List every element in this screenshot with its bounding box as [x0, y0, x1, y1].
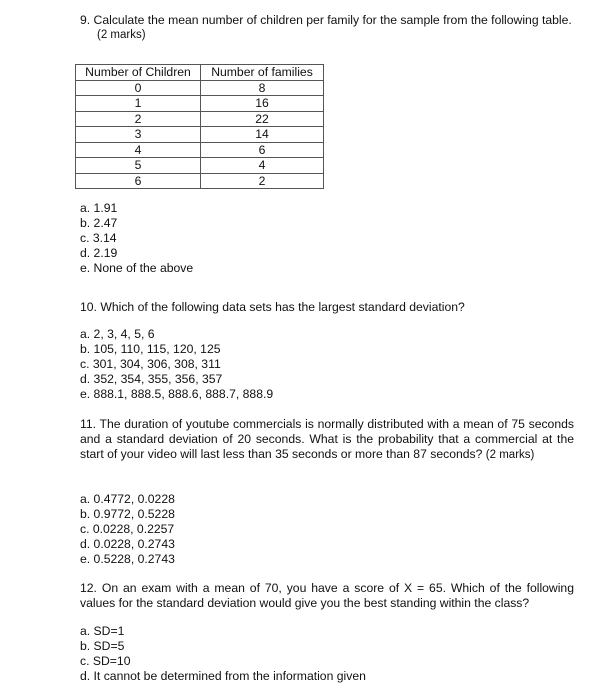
option-b: b. 0.9772, 0.5228: [80, 507, 175, 521]
table-cell: 22: [201, 111, 324, 127]
children-table: [75, 64, 324, 189]
table-row: [76, 173, 324, 189]
question-12: [80, 581, 574, 611]
option-d: d. 2.19: [80, 246, 118, 260]
table-row: [76, 158, 324, 174]
option-c: c. SD=10: [80, 654, 131, 668]
table-cell: 0: [76, 80, 201, 96]
option-e: e. 0.5228, 0.2743: [80, 552, 175, 566]
table-cell: 1: [76, 96, 201, 112]
option-b: b. 2.47: [80, 216, 118, 230]
option-d: d. 0.0228, 0.2743: [80, 537, 175, 551]
question-9-options: [80, 201, 574, 276]
table-row: [76, 96, 324, 112]
table-header: Number of families: [201, 65, 324, 81]
option-d: d. It cannot be determined from the information given: [80, 669, 366, 683]
table-cell: 6: [201, 142, 324, 158]
table-row: [76, 80, 324, 96]
option-a: a. 2, 3, 4, 5, 6: [80, 327, 155, 341]
table-cell: 4: [76, 142, 201, 158]
question-10: [80, 300, 574, 402]
question-10-text: 10. Which of the following data sets has the largest standard deviation?: [80, 300, 465, 314]
table-cell: 16: [201, 96, 324, 112]
option-d: d. 352, 354, 355, 356, 357: [80, 372, 223, 386]
question-11-options: [80, 492, 574, 567]
table-row: [76, 142, 324, 158]
option-c: c. 3.14: [80, 231, 117, 245]
table-header: Number of Children: [76, 65, 201, 81]
option-b: b. SD=5: [80, 639, 125, 653]
question-9-marks: (2 marks): [97, 29, 146, 41]
table-cell: 2: [76, 111, 201, 127]
table-cell: 4: [201, 158, 324, 174]
question-12-text: 12. On an exam with a mean of 70, you have a score of X = 65. Which of the following values for the standard deviation would give you the best standing within the class?: [80, 581, 574, 610]
table-row: [76, 111, 324, 127]
option-a: a. SD=1: [80, 624, 125, 638]
question-9-text: 9. Calculate the mean number of children per family for the sample from the following table.: [80, 13, 572, 27]
table-cell: 14: [201, 127, 324, 143]
question-9: [80, 13, 574, 43]
table-row: [76, 127, 324, 143]
option-e: e. None of the above: [80, 261, 194, 275]
option-e: e. 888.1, 888.5, 888.6, 888.7, 888.9: [80, 387, 274, 401]
question-11: [80, 417, 574, 463]
option-c: c. 301, 304, 306, 308, 311: [80, 357, 221, 371]
table-header-row: [76, 65, 324, 81]
question-11-marks: (2 marks): [485, 449, 535, 461]
question-11-text: 11. The duration of youtube commercials is normally distributed with a mean of 75 seconds and a standard deviation of 20 seconds. What is the probability that a commercial at the start of your video will last less than 35 seconds or more than 87 seconds?: [80, 417, 574, 461]
option-c: c. 0.0228, 0.2257: [80, 522, 175, 536]
option-a: a. 0.4772, 0.0228: [80, 492, 175, 506]
table-cell: 8: [201, 80, 324, 96]
option-a: a. 1.91: [80, 201, 118, 215]
table-cell: 6: [76, 173, 201, 189]
table-cell: 3: [76, 127, 201, 143]
option-b: b. 105, 110, 115, 120, 125: [80, 342, 221, 356]
question-12-options: [80, 624, 574, 684]
table-cell: 5: [76, 158, 201, 174]
table-cell: 2: [201, 173, 324, 189]
